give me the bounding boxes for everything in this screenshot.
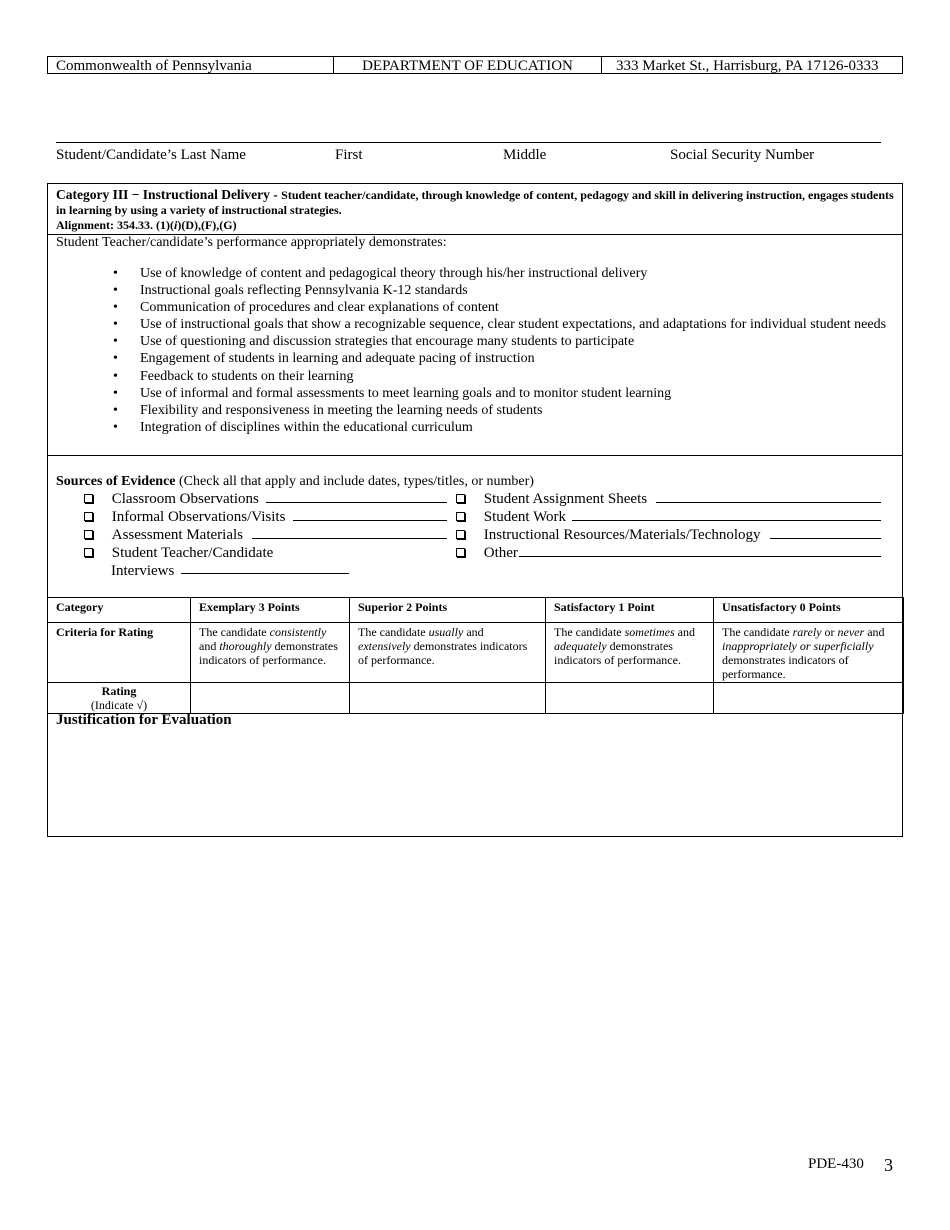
indicator-text: Feedback to students on their learning xyxy=(140,368,354,384)
header-satisfactory: Satisfactory 1 Point xyxy=(546,598,714,623)
page-number: 3 xyxy=(884,1155,893,1175)
bullet-icon: • xyxy=(113,266,118,281)
source-instructional-resources[interactable]: Instructional Resources/Materials/Technology xyxy=(456,526,761,544)
indicator-text: Communication of procedures and clear explanations of content xyxy=(140,300,499,316)
checkbox[interactable] xyxy=(456,530,465,539)
rating-row xyxy=(48,683,904,714)
checkbox[interactable] xyxy=(456,494,465,503)
indicator-text: Engagement of students in learning and adequate pacing of instruction xyxy=(140,351,535,367)
source-classroom-observations[interactable]: Classroom Observations xyxy=(84,490,259,508)
first-name-label: First xyxy=(335,147,363,163)
criteria-exemplary: The candidate consistently and thoroughly demonstrates indicators of performance. xyxy=(191,623,350,683)
bullet-icon: • xyxy=(113,351,118,367)
entry-line[interactable] xyxy=(572,520,881,521)
bullet-icon: • xyxy=(113,402,118,418)
ssn-label: Social Security Number xyxy=(670,147,815,163)
bullet-icon: • xyxy=(113,385,118,401)
header-bar xyxy=(47,56,903,74)
header-exemplary: Exemplary 3 Points xyxy=(191,598,350,623)
entry-line[interactable] xyxy=(519,556,881,557)
checkbox[interactable] xyxy=(84,530,93,539)
performance-intro: Student Teacher/candidate’s performance appropriately demonstrates: xyxy=(56,235,447,250)
indicator-item xyxy=(56,350,886,367)
header-superior: Superior 2 Points xyxy=(350,598,546,623)
source-other[interactable]: Other xyxy=(456,544,518,562)
indicator-item xyxy=(56,385,886,402)
header-unsatisfactory: Unsatisfactory 0 Points xyxy=(714,598,904,623)
indicator-item xyxy=(56,368,886,385)
rating-table xyxy=(47,597,904,714)
alignment: Alignment: 354.33. (1)(i)(D),(F),(G) xyxy=(56,218,237,232)
rating-label: Rating xyxy=(101,684,137,698)
indicator-text: Use of informal and formal assessments to meet learning goals and to monitor student learning xyxy=(140,385,672,401)
indicator-item xyxy=(56,333,886,350)
rating-label-cell xyxy=(48,683,191,714)
criteria-unsatisfactory: The candidate rarely or never and inappropriately or superficially demonstrates indicators of performance. xyxy=(714,623,904,683)
bullet-icon: • xyxy=(113,300,118,316)
rating-cell-satisfactory[interactable] xyxy=(546,683,714,714)
indicator-item xyxy=(56,419,886,436)
source-student-teacher-interviews[interactable]: Student Teacher/Candidate xyxy=(84,544,273,562)
checkbox[interactable] xyxy=(84,512,93,521)
entry-line[interactable] xyxy=(181,573,349,574)
name-entry-line[interactable] xyxy=(56,142,881,143)
header-department: DEPARTMENT OF EDUCATION xyxy=(334,57,602,73)
checkbox[interactable] xyxy=(84,548,93,557)
entry-line[interactable] xyxy=(293,520,447,521)
last-name-label: Student/Candidate’s Last Name xyxy=(56,147,246,163)
source-student-work[interactable]: Student Work xyxy=(456,508,566,526)
criteria-label: Criteria for Rating xyxy=(48,623,191,683)
indicator-item xyxy=(56,402,886,419)
criteria-row xyxy=(48,623,904,683)
source-student-assignment-sheets[interactable]: Student Assignment Sheets xyxy=(456,490,647,508)
middle-name-label: Middle xyxy=(503,147,547,163)
indicator-item xyxy=(56,316,886,333)
category-description: Student teacher/candidate, through knowledge of content, pedagogy and skill in delivering instruction, engages students in learning by using a variety of instructional strategies. xyxy=(56,188,894,217)
rating-cell-superior[interactable] xyxy=(350,683,546,714)
justification-input-area[interactable] xyxy=(56,735,896,830)
indicator-text: Flexibility and responsiveness in meeting the learning needs of students xyxy=(140,402,543,418)
checkbox[interactable] xyxy=(456,512,465,521)
entry-line[interactable] xyxy=(770,538,881,539)
rating-cell-exemplary[interactable] xyxy=(191,683,350,714)
source-interviews-continuation: Interviews xyxy=(111,563,175,579)
justification-title: Justification for Evaluation xyxy=(56,712,232,728)
checkbox[interactable] xyxy=(84,494,93,503)
indicator-text: Instructional goals reflecting Pennsylvania K-12 standards xyxy=(140,283,468,299)
divider xyxy=(47,455,903,456)
category-title: Category III − Instructional Delivery xyxy=(56,187,270,202)
indicator-item xyxy=(56,265,886,282)
source-informal-observations[interactable]: Informal Observations/Visits xyxy=(84,508,285,526)
entry-line[interactable] xyxy=(252,538,447,539)
checkbox[interactable] xyxy=(456,548,465,557)
table-header-row xyxy=(48,598,904,623)
rating-cell-unsatisfactory[interactable] xyxy=(714,683,904,714)
entry-line[interactable] xyxy=(266,502,447,503)
header-state: Commonwealth of Pennsylvania xyxy=(48,57,334,73)
bullet-icon: • xyxy=(113,283,118,299)
header-category: Category xyxy=(48,598,191,623)
source-assessment-materials[interactable]: Assessment Materials xyxy=(84,526,243,544)
bullet-icon: • xyxy=(113,317,118,333)
form-code: PDE-430 xyxy=(808,1156,864,1172)
indicator-item xyxy=(56,282,886,299)
bullet-icon: • xyxy=(113,368,118,384)
indicator-text: Use of knowledge of content and pedagogical theory through his/her instructional delivery xyxy=(140,266,648,281)
criteria-satisfactory: The candidate sometimes and adequately demonstrates indicators of performance. xyxy=(546,623,714,683)
indicator-text: Integration of disciplines within the educational curriculum xyxy=(140,419,473,435)
bullet-icon: • xyxy=(113,419,118,435)
criteria-superior: The candidate usually and extensively demonstrates indicators of performance. xyxy=(350,623,546,683)
indicator-text: Use of questioning and discussion strategies that encourage many students to participate xyxy=(140,334,635,350)
indicator-list xyxy=(56,265,886,436)
bullet-icon: • xyxy=(113,334,118,350)
header-address: 333 Market St., Harrisburg, PA 17126-0333 xyxy=(616,58,879,74)
sources-title: Sources of Evidence (Check all that apply and include dates, types/titles, or number) xyxy=(56,474,534,489)
indicator-text: Use of instructional goals that show a recognizable sequence, clear student expectations, and adaptations for individual student needs xyxy=(140,317,887,333)
entry-line[interactable] xyxy=(656,502,881,503)
indicator-item xyxy=(56,299,886,316)
rating-hint: (Indicate √) xyxy=(90,698,148,712)
category-header: Category III − Instructional Delivery - Student teacher/candidate, through knowledge of content, pedagogy and skill in delivering instruction, engages students in learning by using a variety of instructional strategies. Alignment: 354.33. (1)(i)(D),(F),(G) xyxy=(56,187,894,232)
